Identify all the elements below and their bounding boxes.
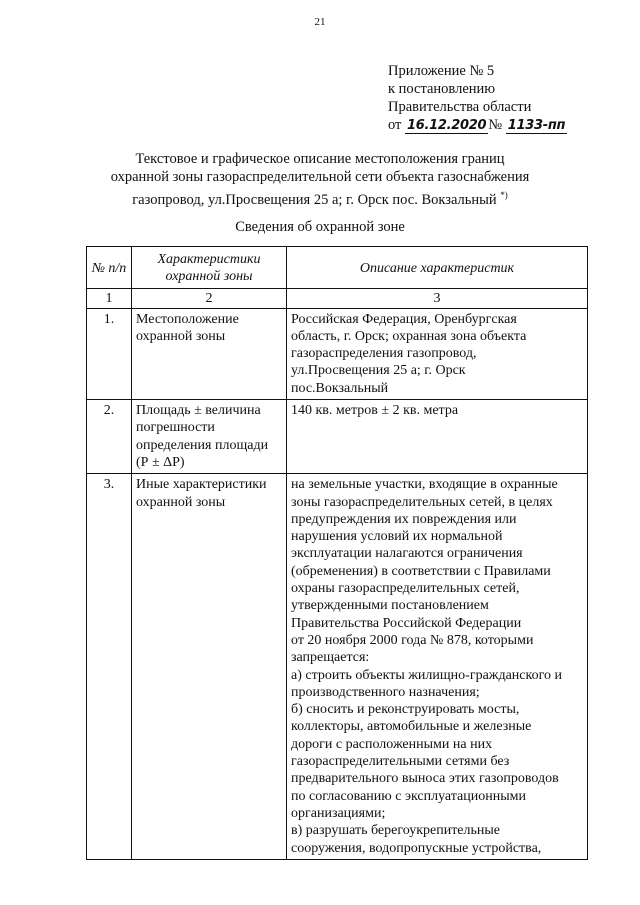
description-line: коллекторы, автомобильные и железные [291, 719, 532, 735]
row-description [287, 400, 588, 474]
description-line: по согласованию с эксплуатационными [291, 788, 526, 804]
protected-zone-table [86, 246, 588, 860]
description-line: область, г. Орск; охранная зона объекта [291, 328, 527, 344]
description-line: организациями; [291, 805, 386, 821]
footnote-mark: *) [500, 190, 508, 200]
description-line: охраны газораспределительных сетей, [291, 581, 520, 597]
table-row [87, 474, 588, 860]
description-line: Правительства Российской Федерации [291, 615, 522, 631]
from-prefix: от [388, 117, 402, 133]
description-line: предупреждения их повреждения или [291, 511, 517, 527]
description-line: запрещается: [291, 650, 370, 666]
description-line: от 20 ноября 2000 года № 878, которыми [291, 632, 534, 648]
row-description [287, 308, 588, 399]
row-description [287, 474, 588, 860]
handwritten-date: 16.12.2020 [407, 118, 487, 133]
description-line: нарушения условий их нормальной [291, 529, 503, 545]
description-line: 140 кв. метров ± 2 кв. метра [291, 403, 459, 419]
description-line: (обременения) в соответствии с Правилами [291, 563, 551, 579]
description-line: сооружения, водопропускные устройства, [291, 840, 542, 856]
header-number: № п/п [87, 247, 132, 289]
document-title [60, 150, 580, 209]
description-line: утвержденными постановлением [291, 598, 489, 614]
title-line-2: охранной зоны газораспределительной сети объекта газоснабжения [110, 169, 530, 185]
appendix-authority: Правительства области [388, 99, 532, 115]
row-number: 2. [87, 400, 132, 474]
column-number: 1 [87, 288, 132, 308]
page-number: 21 [314, 16, 326, 28]
description-line: ул.Просвещения 25 а; г. Орск [291, 363, 466, 379]
description-line: дороги с расположенными на них [291, 736, 493, 752]
description-line: предварительного выноса этих газопроводов [291, 771, 559, 787]
appendix-ref-line: к постановлению [388, 81, 496, 97]
row-characteristic: Местоположение охранной зоны [132, 308, 287, 399]
table-row [87, 400, 588, 474]
column-number: 3 [287, 288, 588, 308]
column-number-row [87, 288, 588, 308]
appendix-block [388, 62, 567, 134]
section-title: Сведения об охранной зоне [235, 219, 405, 235]
description-line: газораспределения газопровод, [291, 346, 477, 362]
description-line: Российская Федерация, Оренбургская [291, 311, 517, 327]
column-number: 2 [132, 288, 287, 308]
description-line: эксплуатации налагаются ограничения [291, 546, 523, 562]
description-line: пос.Вокзальный [291, 380, 389, 396]
description-line: б) сносить и реконструировать мосты, [291, 702, 520, 718]
row-number: 3. [87, 474, 132, 860]
description-line: зоны газораспределительных сетей, в целях [291, 494, 553, 510]
description-line: производственного назначения; [291, 684, 480, 700]
row-characteristic: Площадь ± величина погрешности определения площади (Р ± ΔР) [132, 400, 287, 474]
appendix-title: Приложение № 5 [388, 63, 495, 79]
description-line: на земельные участки, входящие в охранные [291, 477, 558, 493]
handwritten-doc-number: 1133-пп [507, 118, 566, 133]
header-characteristics: Характеристики охранной зоны [132, 247, 287, 289]
title-line-3-text: газопровод, ул.Просвещения 25 а; г. Орск пос. Вокзальный [132, 191, 497, 208]
description-line: газораспределительными сетями без [291, 754, 510, 770]
title-line-3 [60, 186, 580, 209]
description-line: в) разрушать берегоукрепительные [291, 823, 501, 839]
title-line-1: Текстовое и графическое описание местоположения границ [135, 151, 505, 167]
description-line: а) строить объекты жилищно-гражданского и [291, 667, 562, 683]
table-row [87, 308, 588, 399]
table-header-row [87, 247, 588, 289]
row-number: 1. [87, 308, 132, 399]
number-sign: № [488, 117, 503, 133]
row-characteristic: Иные характеристики охранной зоны [132, 474, 287, 860]
appendix-date-line [388, 116, 567, 134]
header-description: Описание характеристик [287, 247, 588, 289]
